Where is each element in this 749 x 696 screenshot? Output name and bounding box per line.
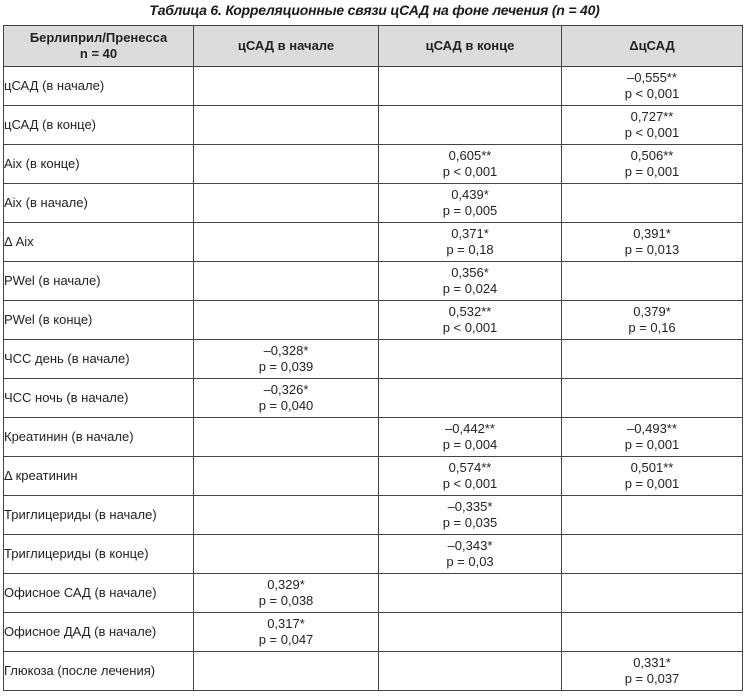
- row-label: цСАД (в начале): [4, 67, 194, 106]
- p-value: p = 0,001: [624, 437, 680, 452]
- p-value: p = 0,047: [258, 632, 314, 647]
- correlation-coefficient: 0,532**: [448, 304, 492, 319]
- p-value: p = 0,035: [442, 515, 498, 530]
- table-row: [4, 496, 743, 535]
- table-row: [4, 223, 743, 262]
- correlation-coefficient: 0,356*: [451, 265, 489, 280]
- correlation-cell: [379, 613, 562, 652]
- correlation-coefficient: –0,328*: [263, 343, 309, 358]
- correlation-cell: [379, 652, 562, 691]
- correlation-cell: [379, 379, 562, 418]
- correlation-cell: [562, 613, 743, 652]
- correlation-coefficient: 0,727**: [630, 109, 674, 124]
- correlation-cell: [562, 262, 743, 301]
- table-row: [4, 301, 743, 340]
- p-value: p = 0,004: [442, 437, 498, 452]
- correlation-coefficient: –0,442**: [445, 421, 495, 436]
- correlation-coefficient: 0,379*: [633, 304, 671, 319]
- correlation-cell: [562, 535, 743, 574]
- correlation-cell: [562, 457, 743, 496]
- table-row: [4, 613, 743, 652]
- table-row: [4, 106, 743, 145]
- correlation-coefficient: 0,371*: [451, 226, 489, 241]
- correlation-cell: [562, 106, 743, 145]
- p-value: p < 0,001: [442, 476, 498, 491]
- p-value: p = 0,040: [258, 398, 314, 413]
- correlation-cell: [194, 262, 379, 301]
- correlation-cell: [379, 340, 562, 379]
- correlation-cell: [562, 340, 743, 379]
- correlation-cell: [194, 457, 379, 496]
- table-caption: Таблица 6. Корреляционные связи цСАД на фоне лечения (n = 40): [149, 2, 600, 18]
- p-value: p < 0,001: [442, 164, 498, 179]
- table-row: [4, 184, 743, 223]
- correlation-cell: [194, 184, 379, 223]
- table-body: [4, 67, 743, 691]
- correlation-cell: [379, 535, 562, 574]
- correlation-cell: [379, 262, 562, 301]
- p-value: p = 0,024: [442, 281, 498, 296]
- table-row: [4, 262, 743, 301]
- table-row: [4, 340, 743, 379]
- correlation-coefficient: 0,605**: [448, 148, 492, 163]
- header-group-name: Берлиприл/Пренесса: [29, 30, 168, 45]
- table-row: [4, 67, 743, 106]
- p-value: p = 0,16: [628, 320, 676, 335]
- row-label: Δ Aix: [4, 223, 194, 262]
- row-label: цСАД (в конце): [4, 106, 194, 145]
- correlation-cell: [562, 652, 743, 691]
- correlation-coefficient: –0,555**: [627, 70, 677, 85]
- correlation-cell: [194, 145, 379, 184]
- correlation-table: [3, 25, 743, 691]
- row-label: ЧСС день (в начале): [4, 340, 194, 379]
- correlation-cell: [194, 67, 379, 106]
- correlation-coefficient: 0,391*: [633, 226, 671, 241]
- p-value: p = 0,038: [258, 593, 314, 608]
- correlation-coefficient: 0,317*: [267, 616, 305, 631]
- correlation-cell: [562, 574, 743, 613]
- row-label: Δ креатинин: [4, 457, 194, 496]
- header-group-n: n = 40: [79, 46, 118, 61]
- row-label: Глюкоза (после лечения): [4, 652, 194, 691]
- p-value: p = 0,039: [258, 359, 314, 374]
- row-label: ЧСС ночь (в начале): [4, 379, 194, 418]
- p-value: p < 0,001: [624, 125, 680, 140]
- row-label: Триглицериды (в конце): [4, 535, 194, 574]
- table-row: [4, 535, 743, 574]
- correlation-coefficient: –0,335*: [447, 499, 493, 514]
- table-row: [4, 418, 743, 457]
- row-label: PWel (в начале): [4, 262, 194, 301]
- correlation-cell: [379, 184, 562, 223]
- table-row: [4, 379, 743, 418]
- correlation-cell: [379, 496, 562, 535]
- p-value: p = 0,001: [624, 476, 680, 491]
- correlation-cell: [562, 67, 743, 106]
- correlation-cell: [194, 379, 379, 418]
- correlation-cell: [562, 379, 743, 418]
- row-label: Офисное САД (в начале): [4, 574, 194, 613]
- correlation-cell: [379, 106, 562, 145]
- row-label: Офисное ДАД (в начале): [4, 613, 194, 652]
- correlation-cell: [194, 613, 379, 652]
- correlation-cell: [379, 145, 562, 184]
- correlation-cell: [562, 418, 743, 457]
- correlation-coefficient: 0,331*: [633, 655, 671, 670]
- table-row: [4, 574, 743, 613]
- row-label: Aix (в начале): [4, 184, 194, 223]
- correlation-cell: [194, 418, 379, 457]
- p-value: p < 0,001: [624, 86, 680, 101]
- correlation-cell: [194, 223, 379, 262]
- p-value: p = 0,005: [442, 203, 498, 218]
- row-label: Aix (в конце): [4, 145, 194, 184]
- correlation-coefficient: 0,329*: [267, 577, 305, 592]
- correlation-coefficient: 0,439*: [451, 187, 489, 202]
- correlation-cell: [562, 301, 743, 340]
- header-group: [4, 26, 194, 67]
- p-value: p = 0,18: [446, 242, 494, 257]
- p-value: p = 0,013: [624, 242, 680, 257]
- p-value: p < 0,001: [442, 320, 498, 335]
- table-row: [4, 145, 743, 184]
- correlation-cell: [194, 535, 379, 574]
- correlation-cell: [562, 145, 743, 184]
- correlation-coefficient: –0,326*: [263, 382, 309, 397]
- correlation-cell: [194, 301, 379, 340]
- correlation-coefficient: 0,574**: [448, 460, 492, 475]
- header-delta-csad: ΔцСАД: [562, 26, 743, 67]
- correlation-cell: [379, 457, 562, 496]
- correlation-cell: [194, 652, 379, 691]
- correlation-coefficient: –0,493**: [627, 421, 677, 436]
- row-label: Триглицериды (в начале): [4, 496, 194, 535]
- row-label: PWel (в конце): [4, 301, 194, 340]
- correlation-cell: [379, 574, 562, 613]
- correlation-coefficient: 0,506**: [630, 148, 674, 163]
- correlation-cell: [194, 340, 379, 379]
- table-row: [4, 652, 743, 691]
- correlation-cell: [379, 223, 562, 262]
- correlation-cell: [194, 574, 379, 613]
- correlation-coefficient: 0,501**: [630, 460, 674, 475]
- p-value: p = 0,037: [624, 671, 680, 686]
- correlation-cell: [562, 184, 743, 223]
- p-value: p = 0,03: [446, 554, 494, 569]
- header-csad-end: цСАД в конце: [379, 26, 562, 67]
- table-header-row: [4, 26, 743, 67]
- correlation-cell: [562, 223, 743, 262]
- correlation-cell: [194, 106, 379, 145]
- correlation-cell: [379, 67, 562, 106]
- table-row: [4, 457, 743, 496]
- correlation-cell: [194, 496, 379, 535]
- p-value: p = 0,001: [624, 164, 680, 179]
- correlation-cell: [562, 496, 743, 535]
- correlation-cell: [379, 418, 562, 457]
- row-label: Креатинин (в начале): [4, 418, 194, 457]
- correlation-cell: [379, 301, 562, 340]
- header-csad-start: цСАД в начале: [194, 26, 379, 67]
- correlation-coefficient: –0,343*: [447, 538, 493, 553]
